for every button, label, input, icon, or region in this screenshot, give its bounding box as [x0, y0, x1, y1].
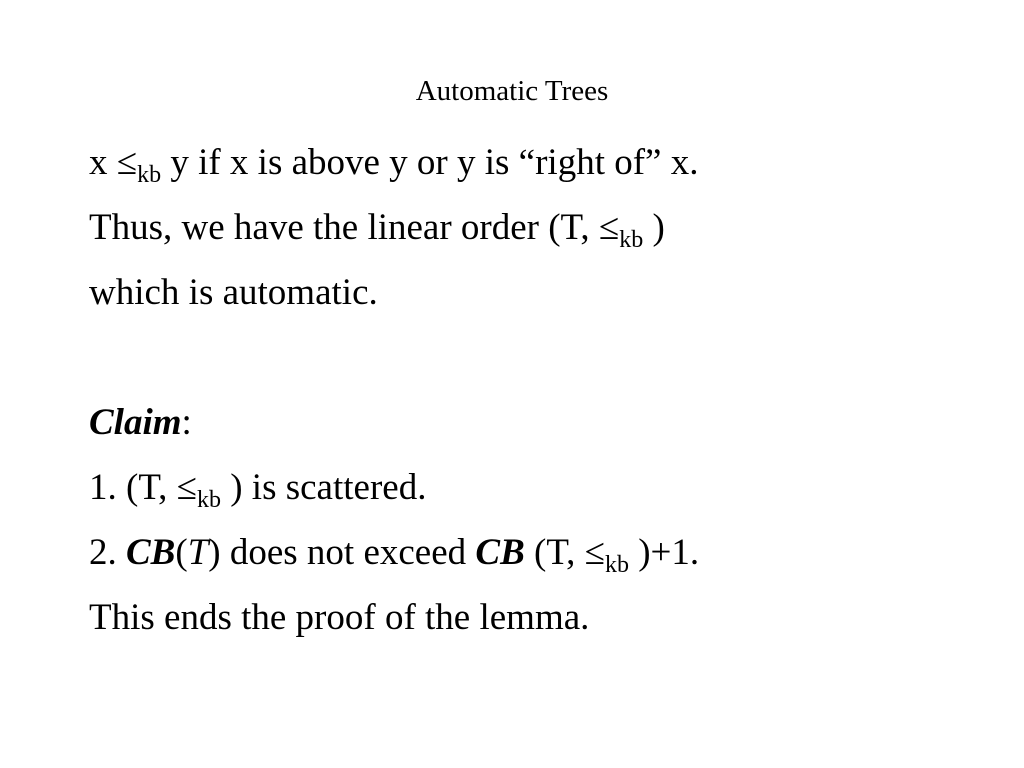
text-segment: This ends the proof of the lemma.: [89, 597, 590, 638]
cb-term: CB: [475, 532, 525, 573]
text-segment: which is automatic.: [89, 272, 378, 313]
claim-item-2: [89, 520, 989, 585]
text-segment: y if x is above y or y is “right of” x.: [161, 142, 699, 183]
definition-line: [89, 130, 989, 195]
automatic-line: [89, 260, 989, 325]
text-segment: )+1.: [628, 532, 700, 573]
text-segment: ): [643, 207, 665, 248]
text-segment: ) is scattered.: [220, 467, 427, 508]
subscript-kb: kb: [196, 487, 221, 513]
claim-label: Claim: [89, 402, 182, 443]
claim-heading: [89, 390, 989, 455]
text-segment: ) does not exceed: [208, 532, 476, 573]
claim-item-1: [89, 455, 989, 520]
blank-line: [89, 325, 989, 390]
text-segment: 2.: [89, 532, 126, 573]
subscript-kb: kb: [137, 162, 162, 188]
claim-colon: :: [181, 402, 192, 443]
text-segment: (: [175, 532, 188, 573]
slide-title: Automatic Trees: [415, 75, 609, 107]
subscript-kb: kb: [604, 552, 629, 578]
text-segment: x ≤: [89, 142, 138, 183]
subscript-kb: kb: [619, 227, 644, 253]
cb-term: CB: [126, 532, 176, 573]
linear-order-line: [89, 195, 989, 260]
closing-line: [89, 585, 989, 650]
text-segment: 1. (T, ≤: [89, 467, 197, 508]
text-segment: Thus, we have the linear order (T, ≤: [89, 207, 620, 248]
t-term: T: [187, 532, 209, 573]
text-segment: (T, ≤: [524, 532, 605, 573]
slide-body: [89, 130, 989, 650]
